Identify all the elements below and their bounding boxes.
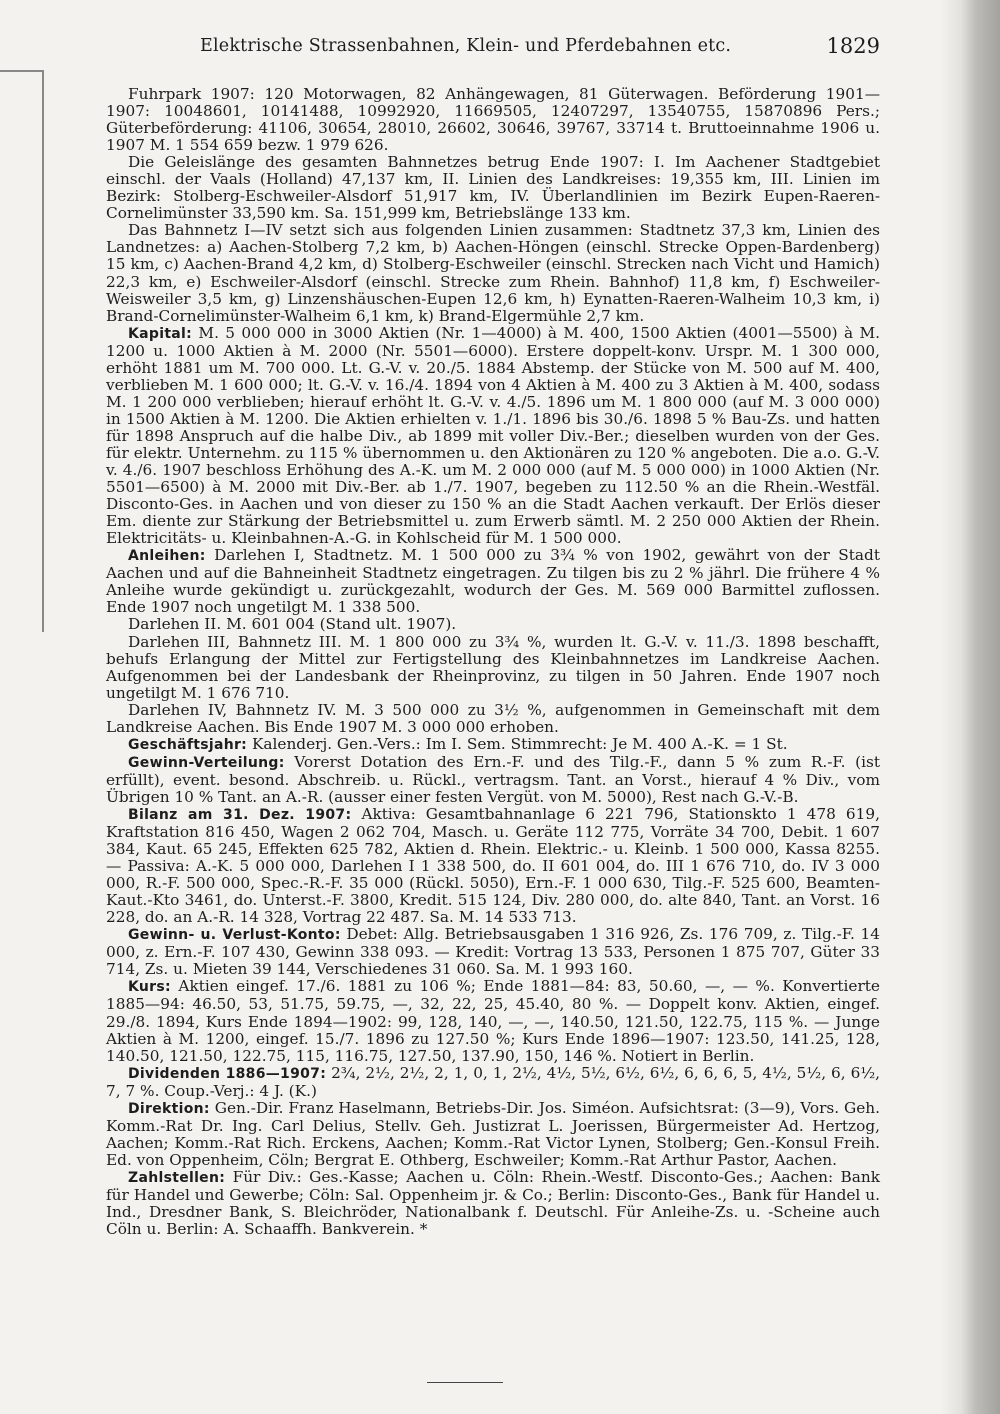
paragraph-gewinn-verteilung: Gewinn-Verteilung: Vorerst Dotation des Ern.-F. und des Tilg.-F., dann 5 % zum R.-F. (ist erfüllt), event. besond. Abschreib. u. Rückl., vertragsm. Tant. an Vorst., hierauf 4 % Div., vom Übrigen 10 % Tant. an A.-R. (ausser einer festen Vergüt. von M. 5000), Rest nach G.-V.-B. — [106, 752, 880, 806]
scan-edge-right — [940, 0, 1000, 1414]
running-title: Elektrische Strassenbahnen, Klein- und Pferdebahnen etc. — [200, 36, 732, 56]
page-number: 1829 — [826, 34, 880, 58]
page-header — [200, 36, 880, 66]
paragraph-kapital: Kapital: M. 5 000 000 in 3000 Aktien (Nr. 1—4000) à M. 400, 1500 Aktien (4001—5500) à M. 1200 u. 1000 Aktien à M. 2000 (Nr. 5501—6000). Erstere doppelt-konv. Urspr. M. 1 300 000, erhöht 1881 um M. 700 000. Lt. G.-V. v. 20./5. 1884 Abstemp. der Stücke von M. 500 auf M. 400, verblieben M. 1 600 000; lt. G.-V. v. 16./4. 1894 von 4 Aktien à M. 400 zu 3 Aktien à M. 400, sodass M. 1 200 000 verblieben; hierauf erhöht lt. G.-V. v. 4./5. 1896 um M. 1 800 000 (auf M. 3 000 000) in 1500 Aktien à M. 1200. Die Aktien erhielten v. 1./1. 1896 bis 30./6. 1898 5 % Bau-Zs. und hatten für 1898 Anspruch auf die halbe Div., ab 1899 mit voller Div.-Ber.; dieselben wurden von der Ges. für elektr. Unternehm. zu 115 % übernommen u. den Aktionären zu 120 % angeboten. Die a.o. G.-V. v. 4./6. 1907 beschloss Erhöhung des A.-K. um M. 2 000 000 (auf M. 5 000 000) in 1000 Aktien (Nr. 5501—6500) à M. 2000 mit Div.-Ber. ab 1./7. 1907, begeben zu 112.50 % an die Rhein.-Westfäl. Disconto-Ges. in Aachen und von dieser zu 150 % an die Stadt Aachen verkauft. Der Erlös dieser Em. diente zur Stärkung der Betriebsmittel u. zum Erwerb sämtl. M. 2 250 000 Aktien der Rhein. Elektricitäts- u. Kleinbahnen-A.-G. in Kohlscheid für M. 1 500 000. — [106, 323, 880, 548]
scan-edge-left — [0, 70, 44, 632]
paragraph-bilanz: Bilanz am 31. Dez. 1907: Aktiva: Gesamtbahnanlage 6 221 796, Stationskto 1 478 619, Kraftstation 816 450, Wagen 2 062 704, Masch. u. Geräte 112 775, Vorräte 34 700, Debit. 1 607 384, Kaut. 65 245, Effekten 625 782, Aktien d. Rhein. Elektric.- u. Kleinb. 1 500 000, Kassa 8255. — Passiva: A.-K. 5 000 000, Darlehen I 1 338 500, do. II 601 004, do. III 1 676 710, do. IV 3 000 000, R.-F. 500 000, Spec.-R.-F. 35 000 (Rückl. 5050), Ern.-F. 1 000 630, Tilg.-F. 525 600, Beamten-Kaut.-Kto 3461, do. Unterst.-F. 3800, Kredit. 515 124, Div. 280 000, do. alte 840, Tant. an Vorst. 16 228, do. an A.-R. 14 328, Vortrag 22 487. Sa. M. 14 533 713. — [106, 804, 880, 927]
paragraph-dividenden: Dividenden 1886—1907: 2¾, 2½, 2½, 2, 1, 0, 1, 2½, 4½, 5½, 6½, 6½, 6, 6, 6, 5, 4½, 5½, 6, 6½, 7, 7 %. Coup.-Verj.: 4 J. (K.) — [106, 1063, 881, 1100]
paragraph-fuhrpark: Fuhrpark 1907: 120 Motorwagen, 82 Anhängewagen, 81 Güterwagen. Beförderung 1901—1907: 10048601, 10141488, 10992920, 11669505, 12407297, 13540755, 15870896 Pers.; Güterbeförderung: 41106, 30654, 28010, 26602, 30646, 39767, 33714 t. Bruttoeinnahme 1906 u. 1907 M. 1 554 659 bezw. 1 979 626. — [106, 85, 880, 155]
page-body — [106, 86, 880, 1238]
paragraph-darlehen-3: Darlehen III, Bahnnetz III. M. 1 800 000 zu 3¾ %, wurden lt. G.-V. v. 11./3. 1898 beschafft, behufs Erlangung der Mittel zur Fertigstellung des Kleinbahnnetzes im Landkreise Aachen. Aufgenommen bei der Landesbank der Rheinprovinz, zu tilgen in 50 Jahren. Ende 1907 noch ungetilgt M. 1 676 710. — [106, 632, 880, 702]
paragraph-anleihen: Anleihen: Darlehen I, Stadtnetz. M. 1 500 000 zu 3¾ % von 1902, gewährt von der Stadt Aachen und auf die Bahneinheit Stadtnetz eingetragen. Zu tilgen bis zu 2 % jährl. Die frühere 4 % Anleihe wurde gekündigt u. zurückgezahlt, wodurch der Ges. M. 569 000 Barmittel zuflossen. Ende 1907 noch ungetilgt M. 1 338 500. — [106, 546, 880, 617]
paragraph-zahlstellen: Zahlstellen: Für Div.: Ges.-Kasse; Aachen u. Cöln: Rhein.-Westf. Disconto-Ges.; Aachen: Bank für Handel und Gewerbe; Cöln: Sal. Oppenheim jr. & Co.; Berlin: Disconto-Ges., Bank für Handel u. Ind., Dresdner Bank, S. Bleichröder, Nationalbank f. Deutschl. Für Anleihe-Zs. u. -Scheine auch Cöln u. Berlin: A. Schaaffh. Bankverein. * — [106, 1167, 880, 1239]
paragraph-darlehen-2: Darlehen II. M. 601 004 (Stand ult. 1907). — [128, 615, 457, 634]
paragraph-bahnnetz: Das Bahnnetz I—IV setzt sich aus folgenden Linien zusammen: Stadtnetz 37,3 km, Linien des Landnetzes: a) Aachen-Stolberg 7,2 km, b) Aachen-Höngen (einschl. Strecke Oppen-Bardenberg) 15 km, c) Aachen-Brand 4,2 km, d) Stolberg-Eschweiler (einschl. Strecken nach Vicht und Hamich) 22,3 km, e) Eschweiler-Alsdorf (einschl. Strecke zum Rhein. Bahnhof) 11,8 km, f) Eschweiler-Weisweiler 3,5 km, g) Linzenshäuschen-Eupen 12,6 km, h) Eynatten-Raeren-Walheim 10,3 km, i) Brand-Cornelimünster-Walheim 6,1 km, k) Brand-Elgermühle 2,7 km. — [106, 221, 880, 325]
paragraph-gewinn-verlust: Gewinn- u. Verlust-Konto: Debet: Allg. Betriebsausgaben 1 316 926, Zs. 176 709, z. Tilg.-F. 14 000, z. Ern.-F. 107 430, Gewinn 338 093. — Kredit: Vortrag 13 533, Personen 1 875 707, Güter 33 714, Zs. u. Mieten 39 144, Verschiedenes 31 060. Sa. M. 1 993 160. — [106, 925, 880, 979]
footer-rule — [427, 1382, 503, 1383]
paragraph-kurs: Kurs: Aktien eingef. 17./6. 1881 zu 106 %; Ende 1881—84: 83, 50.60, —, — %. Konvertierte 1885—94: 46.50, 53, 51.75, 59.75, —, 32, 22, 25, 45.40, 80 %. — Doppelt konv. Aktien, eingef. 29./8. 1894, Kurs Ende 1894—1902: 99, 128, 140, —, —, 140.50, 121.50, 122.75, 115 %. — Junge Aktien à M. 1200, eingef. 15./7. 1896 zu 127.50 %; Kurs Ende 1896—1907: 123.50, 141.25, 128, 140.50, 121.50, 122.75, 115, 116.75, 127.50, 137.90, 150, 146 %. Notiert in Berlin. — [106, 977, 880, 1065]
paragraph-geleislaenge: Die Geleislänge des gesamten Bahnnetzes betrug Ende 1907: I. Im Aachener Stadtgebiet einschl. der Vaals (Holland) 47,137 km, II. Linien des Landkreises: 19,355 km, III. Linien im Bezirk: Stolberg-Eschweiler-Alsdorf 51,917 km, IV. Überlandlinien im Bezirk Eupen-Raeren-Cornelimünster 33,590 km. Sa. 151,999 km, Betriebslänge 133 km. — [106, 153, 880, 223]
paragraph-direktion: Direktion: Gen.-Dir. Franz Haselmann, Betriebs-Dir. Jos. Siméon. Aufsichtsrat: (3—9), Vors. Geh. Komm.-Rat Dr. Ing. Carl Delius, Stellv. Geh. Justizrat L. Joerissen, Bürgermeister Ad. Hertzog, Aachen; Komm.-Rat Rich. Erckens, Aachen; Komm.-Rat Victor Lynen, Stolberg; Gen.-Konsul Freih. Ed. von Oppenheim, Cöln; Bergrat E. Othberg, Eschweiler; Komm.-Rat Arthur Pastor, Aachen. — [106, 1098, 880, 1169]
paragraph-geschaeftsjahr: Geschäftsjahr: Kalenderj. Gen.-Vers.: Im I. Sem. Stimmrecht: Je M. 400 A.-K. = 1 St. — [128, 734, 788, 753]
paragraph-darlehen-4: Darlehen IV, Bahnnetz IV. M. 3 500 000 zu 3½ %, aufgenommen in Gemeinschaft mit dem Landkreise Aachen. Bis Ende 1907 M. 3 000 000 erhoben. — [106, 700, 880, 736]
